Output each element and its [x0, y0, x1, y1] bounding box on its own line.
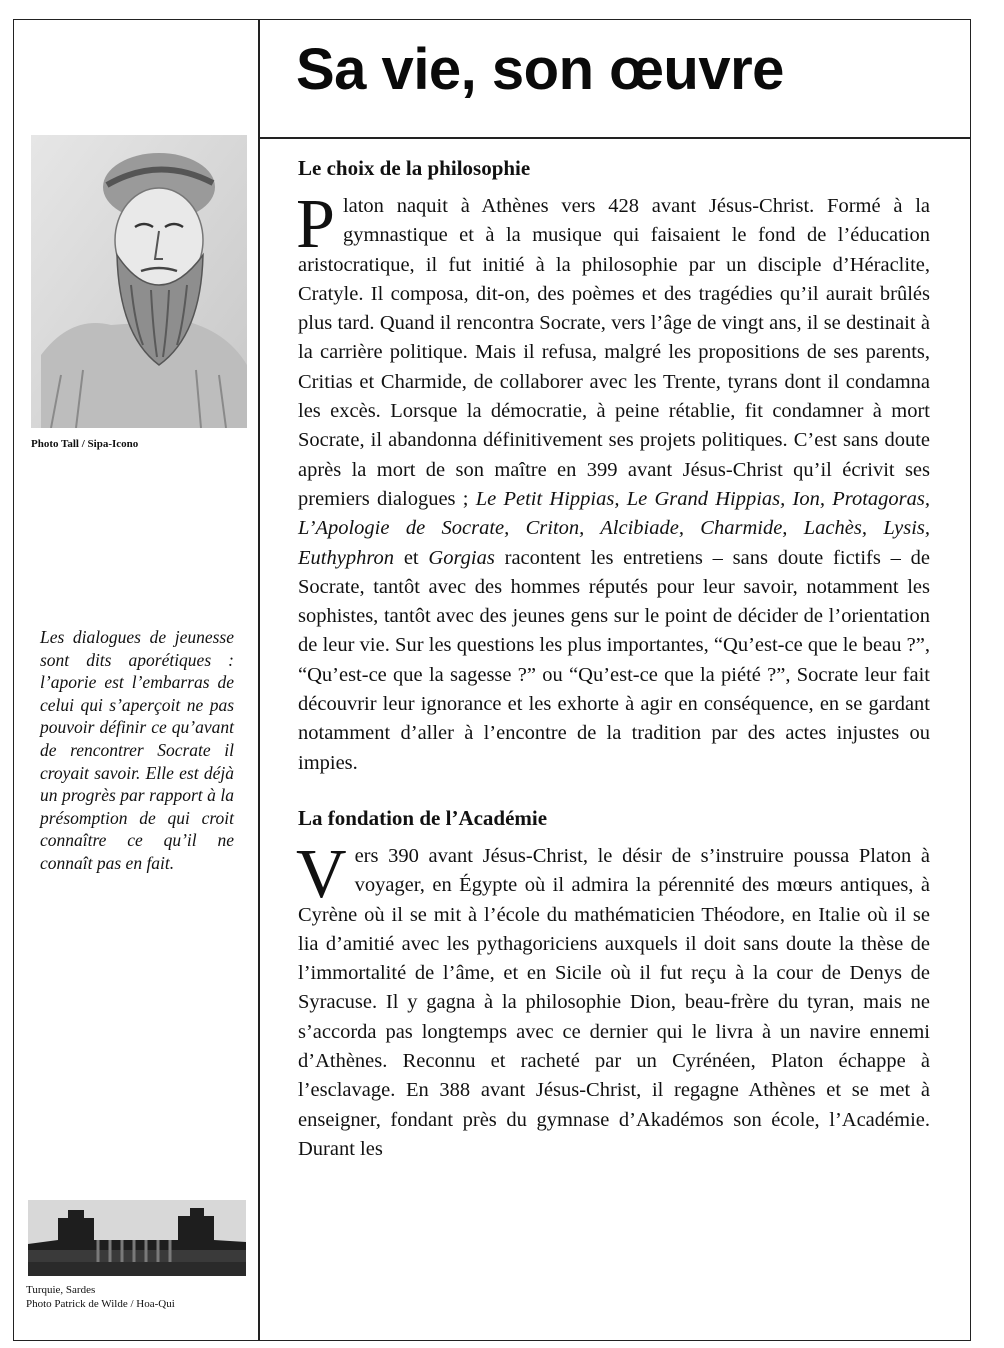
drop-cap: V — [296, 835, 347, 913]
portrait-photo-caption: Photo Tall / Sipa-Icono — [31, 438, 139, 450]
section-heading: Le choix de la philosophie — [298, 156, 531, 180]
title-divider — [258, 137, 971, 139]
sardes-ruins-image — [28, 1200, 246, 1276]
column-divider — [258, 19, 260, 1341]
plato-portrait-image — [31, 135, 247, 428]
paragraph-text: et — [394, 546, 429, 569]
paragraph-text: racontent les entretiens – sans doute fictifs – de Socrate, tantôt avec des hommes réputés pour leur savoir, notamment les sophistes, tantôt avec des jeunes gens sur le point de décider de l’orientation de leur vie. Sur les questions les plus importantes, “Qu’est-ce que le beau ?”, “Qu’est-ce que la sagesse ?” ou “Qu’est-ce que la piété ?”, Socrate leur fait découvrir leur ignorance et les exhorte à agir en conséquence, en se gardant notamment d’aller à l’encontre de la tradition par des actes injustes ou impies. — [298, 546, 930, 774]
section-heading: La fondation de l’Académie — [298, 805, 548, 830]
paragraph-text: ers 390 avant Jésus-Christ, le désir de s’instruire poussa Platon à voyager, en Égypte où il admira la pérennité des mœurs antiques, à Cyrène où il se mit à l’école du mathématicien Théodore, en Italie où il se lia d’amitié avec les pythagoriciens auxquels il doit sans doute la thèse de l’immortalité de l’âme, et en Sicile où il fut reçu à la cour de Denys de Syracuse. Il y gagna à la philosophie Dion, beau-frère du tyran, mais ne s’accorda pas longtemps avec ce dernier qui le livra à un navire ennemi d’Athènes. Reconnu et racheté par un Cyrénéen, Platon échappe à l’esclavage. En 388 avant Jésus-Christ, il regagne Athènes et se met à enseigner, fondant près du gymnase d’Akadémos son école, l’Académie. Durant les — [298, 844, 930, 1160]
page-title: Sa vie, son œuvre — [296, 37, 784, 102]
ruins-caption-location: Turquie, Sardes — [26, 1284, 96, 1296]
section-paragraph — [296, 835, 930, 1164]
dialogue-title: Gorgias — [428, 546, 495, 569]
paragraph-text: laton naquit à Athènes vers 428 avant Jésus-Christ. Formé à la gymnastique et à la musique qui faisaient le fond de l’éducation aristocratique, il fut initié à la philosophie par un disciple d’Héraclite, Cratyle. Il composa, dit-on, des poèmes et des tragédies qu’il aurait brûlés plus tard. Quand il rencontra Socrate, vers l’âge de vingt ans, il se destinait à la carrière politique. Mais il refusa, malgré les propositions de ses parents, Critias et Charmide, de collaborer avec les Trente, tyrans dont il condamna les excès. Lorsque la démocratie, à peine rétablie, fit condamner à mort Socrate, il abandonna définitivement ses projets politiques. C’est sans doute après la mort de son maître en 399 avant Jésus-Christ qu’il écrivit ses premiers dialogues ; — [298, 195, 930, 510]
sidebar-note: Les dialogues de jeunesse sont dits aporétiques : l’aporie est l’embarras de celui qui s’aperçoit ne pas pouvoir définir ce qu’avant de rencontrer Socrate il croyait savoir. Elle est déjà un progrès par rapport à la présomption de qui croit connaître ce qu’il ne connaît pas en fait. — [40, 627, 234, 873]
section-paragraph — [296, 186, 930, 778]
ruins-photo-caption — [26, 1283, 175, 1311]
ruins-caption-credit: Photo Patrick de Wilde / Hoa-Qui — [26, 1298, 175, 1310]
drop-cap: P — [296, 186, 335, 263]
dialogue-titles: Le Petit Hippias, Le Grand Hippias, Ion, Protagoras, L’Apologie de Socrate, Criton, Alcibiade, Charmide, Lachès, Lysis, Euthyphron — [298, 487, 930, 569]
main-article — [298, 154, 930, 1164]
